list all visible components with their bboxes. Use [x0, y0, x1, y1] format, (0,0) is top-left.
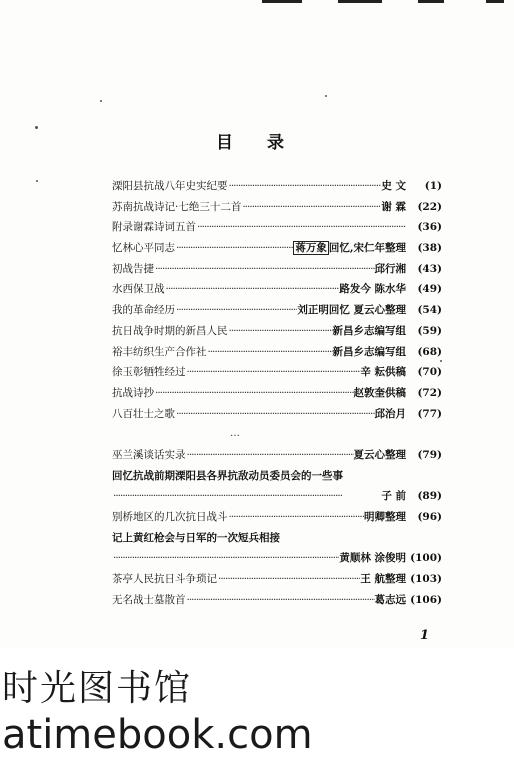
- toc-author-text: 新昌乡志编写组: [332, 345, 406, 358]
- toc-entry: [112, 466, 442, 487]
- toc-list: [112, 176, 442, 610]
- toc-entry-page: (43): [417, 262, 442, 275]
- toc-entry-author: [381, 197, 406, 218]
- toc-entry-title: 徐玉彰牺牲经过: [112, 366, 186, 379]
- toc-entry-title: 附录谢霖诗词五首: [112, 221, 196, 234]
- toc-entry-author: [375, 590, 407, 611]
- toc-entry-author: [360, 569, 406, 590]
- toc-entry-page: (96): [417, 511, 442, 523]
- toc-entry-page: (100): [410, 552, 442, 565]
- toc-author-text: 邱治月: [374, 407, 406, 420]
- toc-entry-author: [360, 362, 406, 383]
- watermark-url: atimebook.com: [2, 712, 313, 758]
- toc-entry-author: [354, 445, 407, 466]
- toc-entry-author: [381, 176, 406, 197]
- toc-boxed-name: 蒋万象: [295, 242, 327, 255]
- toc-entry-title: 抗战诗抄: [112, 386, 154, 399]
- toc-entry: [112, 528, 442, 549]
- toc-author-text: 黄顺林 涂俊明: [339, 552, 406, 565]
- toc-leader-dots: [228, 507, 365, 528]
- toc-author-text: 回忆,宋仁年整理: [328, 242, 406, 255]
- toc-entry-title: 八百壮士之歌: [112, 407, 175, 420]
- toc-entry-page: (54): [417, 304, 442, 317]
- toc-entry: [112, 590, 442, 611]
- toc-entry: [112, 569, 442, 590]
- toc-author-text: 新昌乡志编写组: [332, 324, 406, 337]
- toc-entry-page: (72): [417, 386, 442, 399]
- toc-entry-page: (103): [410, 573, 442, 586]
- toc-author-text: 谢 霖: [381, 200, 406, 213]
- toc-entry-author: [339, 548, 406, 569]
- toc-entry-title: 茶亭人民抗日斗争琐记: [112, 573, 217, 586]
- toc-entry-title: 记上黄红枪会与日军的一次短兵相接: [112, 531, 280, 544]
- toc-entry-title: 我的革命经历: [112, 304, 175, 317]
- toc-leader-dots: [241, 197, 381, 218]
- toc-title: 目 录: [216, 133, 298, 153]
- toc-entry: [112, 486, 442, 507]
- toc-entry: [112, 548, 442, 569]
- toc-author-text: 刘正明回忆 夏云心整理: [297, 304, 406, 317]
- toc-entry-page: (68): [417, 345, 442, 358]
- toc-author-text: 辛 耘供稿: [360, 366, 406, 379]
- toc-entry: [112, 238, 442, 259]
- toc-entry-title: 忆林心平同志: [112, 242, 175, 255]
- toc-leader-dots: [165, 279, 340, 300]
- toc-leader-dots: [228, 176, 382, 197]
- toc-entry-title: 溧阳县抗战八年史实纪要: [112, 180, 228, 192]
- toc-entry-title: 巫兰溪谈话实录: [112, 448, 186, 461]
- toc-entry-title: 回忆抗战前期溧阳县各界抗敌动员委员会的一些事: [112, 469, 343, 482]
- toc-author-text: 史 文: [381, 180, 406, 192]
- toc-leader-dots: [112, 486, 381, 507]
- toc-entry-author: [375, 404, 407, 425]
- toc-entry-author: [339, 279, 406, 300]
- toc-entry-title: 裕丰纺织生产合作社: [112, 345, 207, 358]
- toc-entry: [112, 300, 442, 321]
- scan-mark: [418, 0, 444, 3]
- toc-entry: [112, 321, 442, 342]
- toc-entry: [112, 197, 442, 218]
- toc-entry-author: [375, 259, 407, 280]
- toc-author-text: 王 航整理: [360, 573, 406, 586]
- toc-leader-dots: [186, 590, 375, 611]
- scan-speck: [36, 180, 38, 182]
- toc-entry-page: (38): [417, 242, 442, 255]
- toc-entry-page: (89): [417, 490, 442, 503]
- toc-leader-dots: [196, 217, 406, 238]
- toc-author-text: 邱行湘: [374, 262, 406, 275]
- toc-entry-title: 初战告捷: [112, 262, 154, 275]
- toc-entry-page: (1): [424, 180, 442, 192]
- toc-entry-author: [364, 507, 406, 528]
- toc-leader-dots: [207, 342, 333, 363]
- toc-entry-title: 抗日战争时期的新昌人民: [112, 324, 228, 337]
- toc-author-text: 葛志远: [374, 593, 406, 606]
- toc-entry-title: 无名战士墓散首: [112, 593, 186, 606]
- toc-entry-page: (49): [417, 283, 442, 296]
- toc-author-text: 路发今 陈水华: [339, 283, 406, 296]
- toc-entry-author: [333, 342, 407, 363]
- toc-entry-author: [333, 321, 407, 342]
- toc-entry-title: 水西保卫战: [112, 283, 165, 296]
- scan-mark: [486, 0, 504, 3]
- toc-entry-author: [293, 238, 406, 259]
- scan-mark: [262, 0, 302, 3]
- toc-entry: [112, 507, 442, 528]
- toc-leader-dots: [175, 238, 293, 259]
- toc-entry-author: [354, 383, 407, 404]
- toc-entry-page: (36): [417, 221, 442, 234]
- page-number: 1: [420, 628, 430, 643]
- toc-leader-dots: [175, 404, 375, 425]
- toc-entry-title: 苏南抗战诗记·七绝三十二首: [112, 200, 242, 213]
- watermark-chinese: 时光图书馆: [2, 668, 193, 709]
- toc-entry-page: (77): [417, 407, 442, 420]
- toc-entry-author: [381, 486, 406, 507]
- toc-author-text: 夏云心整理: [353, 448, 406, 461]
- toc-author-text: 赵敦奎供稿: [353, 386, 406, 399]
- toc-entry: [112, 445, 442, 466]
- toc-entry-page: (106): [410, 593, 442, 606]
- toc-entry: [112, 362, 442, 383]
- toc-leader-dots: [186, 445, 354, 466]
- toc-entry: [112, 383, 442, 404]
- toc-leader-dots: [154, 383, 354, 404]
- toc-separator: …: [230, 428, 240, 440]
- toc-leader-dots: [154, 259, 375, 280]
- toc-author-text: 子 前: [381, 490, 406, 503]
- toc-author-text: 明卿整理: [364, 511, 406, 523]
- toc-entry-page: (22): [417, 200, 442, 213]
- scan-speck: [100, 100, 102, 102]
- toc-leader-dots: [228, 321, 333, 342]
- toc-leader-dots: [175, 300, 297, 321]
- toc-leader-dots: [186, 362, 361, 383]
- toc-entry-author: [297, 300, 406, 321]
- toc-entry: [112, 176, 442, 197]
- toc-entry: [112, 404, 442, 425]
- toc-entry: [112, 279, 442, 300]
- toc-entry-title: 别桥地区的几次抗日战斗: [112, 511, 228, 523]
- toc-entry-page: (59): [417, 324, 442, 337]
- toc-leader-dots: [112, 548, 339, 569]
- toc-leader-dots: [217, 569, 360, 590]
- toc-entry-page: (79): [417, 448, 442, 461]
- toc-entry: [112, 259, 442, 280]
- scan-mark: [338, 0, 382, 3]
- toc-entry: [112, 217, 442, 238]
- toc-entry: [112, 342, 442, 363]
- scan-speck: [325, 95, 327, 97]
- toc-entry-page: (70): [417, 366, 442, 379]
